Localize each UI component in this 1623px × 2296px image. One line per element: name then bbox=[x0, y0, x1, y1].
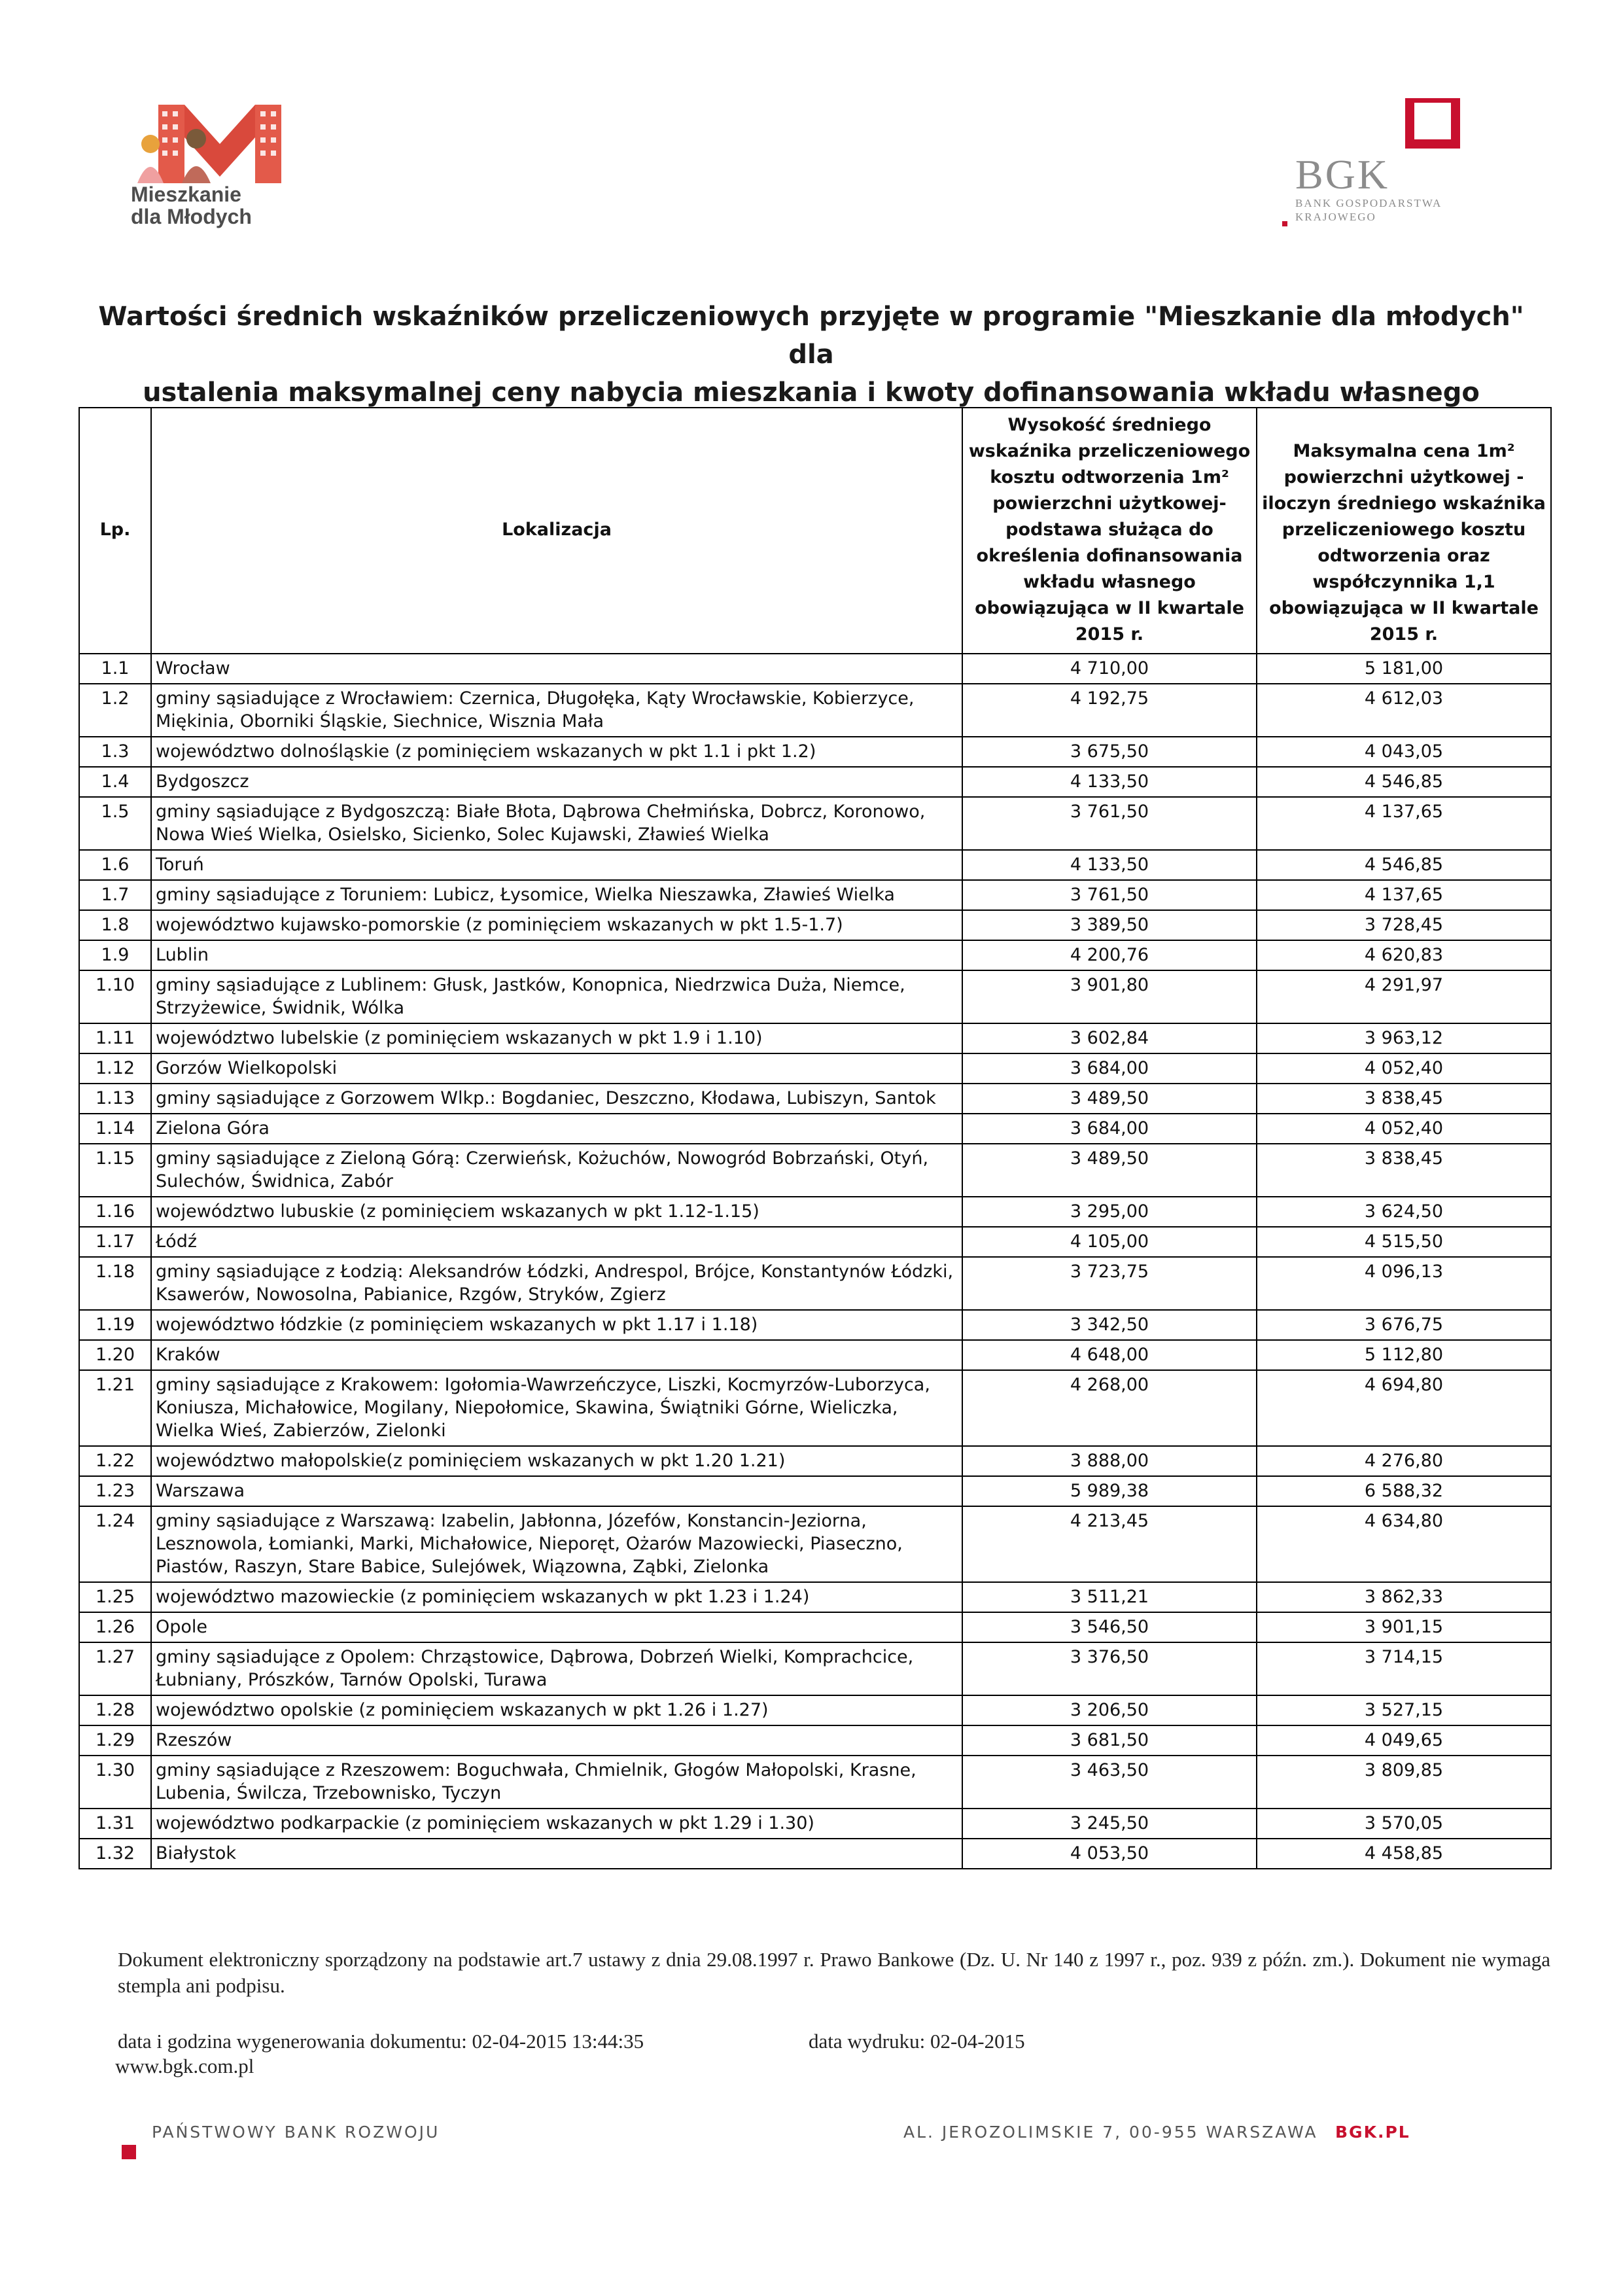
row-lokalizacja: województwo małopolskie(z pominięciem wskazanych w pkt 1.20 1.21) bbox=[151, 1446, 962, 1476]
row-lp: 1.17 bbox=[79, 1227, 151, 1257]
bank-name: PAŃSTWOWY BANK ROZWOJU bbox=[152, 2123, 440, 2142]
row-wysokosc-wskaznika: 4 200,76 bbox=[962, 940, 1257, 970]
mdm-logo-text bbox=[131, 183, 252, 228]
row-maksymalna-cena: 4 276,80 bbox=[1257, 1446, 1551, 1476]
row-wysokosc-wskaznika: 3 489,50 bbox=[962, 1144, 1257, 1197]
row-lokalizacja: Łódź bbox=[151, 1227, 962, 1257]
row-maksymalna-cena: 4 634,80 bbox=[1257, 1506, 1551, 1582]
row-lokalizacja: gminy sąsiadujące z Łodzią: Aleksandrów Łódzki, Andrespol, Brójce, Konstantynów Łódzki, Ksawerów, Nowosolna, Pabianice, Rzgów, Stryków, Zgierz bbox=[151, 1257, 962, 1310]
row-wysokosc-wskaznika: 3 376,50 bbox=[962, 1642, 1257, 1695]
row-maksymalna-cena: 4 458,85 bbox=[1257, 1839, 1551, 1869]
table-row bbox=[79, 850, 1551, 880]
row-lp: 1.5 bbox=[79, 797, 151, 850]
bank-address: AL. JEROZOLIMSKIE 7, 00-955 WARSZAWA bbox=[903, 2123, 1318, 2142]
row-lp: 1.16 bbox=[79, 1197, 151, 1227]
row-maksymalna-cena: 4 096,13 bbox=[1257, 1257, 1551, 1310]
page-footer-bar bbox=[122, 2123, 1430, 2149]
row-lokalizacja: gminy sąsiadujące z Toruniem: Lubicz, Łysomice, Wielka Nieszawka, Zławieś Wielka bbox=[151, 880, 962, 910]
row-lp: 1.1 bbox=[79, 654, 151, 684]
row-maksymalna-cena: 3 728,45 bbox=[1257, 910, 1551, 940]
row-lokalizacja: województwo łódzkie (z pominięciem wskazanych w pkt 1.17 i 1.18) bbox=[151, 1310, 962, 1340]
row-lp: 1.26 bbox=[79, 1612, 151, 1642]
row-lokalizacja: gminy sąsiadujące z Opolem: Chrząstowice, Dąbrowa, Dobrzeń Wielki, Komprachcice, Łubniany, Prószków, Tarnów Opolski, Turawa bbox=[151, 1642, 962, 1695]
table-row bbox=[79, 1582, 1551, 1612]
row-wysokosc-wskaznika: 3 463,50 bbox=[962, 1756, 1257, 1809]
row-wysokosc-wskaznika: 3 761,50 bbox=[962, 797, 1257, 850]
row-lokalizacja: gminy sąsiadujące z Krakowem: Igołomia-Wawrzeńczyce, Liszki, Kocmyrzów-Luborzyca, Koniusza, Michałowice, Mogilany, Niepołomice, Skawina, Świątniki Górne, Wieliczka, Wielka Wieś, Zabierzów, Zielonki bbox=[151, 1370, 962, 1446]
row-lp: 1.11 bbox=[79, 1023, 151, 1053]
row-wysokosc-wskaznika: 3 489,50 bbox=[962, 1084, 1257, 1114]
mdm-logo-text-line2: dla Młodych bbox=[131, 205, 252, 228]
row-lp: 1.29 bbox=[79, 1725, 151, 1756]
row-wysokosc-wskaznika: 5 989,38 bbox=[962, 1476, 1257, 1506]
table-row bbox=[79, 1642, 1551, 1695]
row-lokalizacja: gminy sąsiadujące z Wrocławiem: Czernica, Długołęka, Kąty Wrocławskie, Kobierzyce, Miękinia, Oborniki Śląskie, Siechnice, Wisznia Mała bbox=[151, 684, 962, 737]
row-maksymalna-cena: 4 515,50 bbox=[1257, 1227, 1551, 1257]
row-maksymalna-cena: 3 809,85 bbox=[1257, 1756, 1551, 1809]
row-lp: 1.30 bbox=[79, 1756, 151, 1809]
header-maksymalna-cena: Maksymalna cena 1m² powierzchni użytkowej - iloczyn średniego wskaźnika przeliczeniowego kosztu odtworzenia oraz współczynnika 1,1 obowiązująca w II kwartale 2015 r. bbox=[1257, 408, 1551, 654]
table-row bbox=[79, 654, 1551, 684]
table-row bbox=[79, 1340, 1551, 1370]
table-row bbox=[79, 1725, 1551, 1756]
row-lp: 1.8 bbox=[79, 910, 151, 940]
row-maksymalna-cena: 3 624,50 bbox=[1257, 1197, 1551, 1227]
table-row bbox=[79, 1227, 1551, 1257]
row-wysokosc-wskaznika: 3 342,50 bbox=[962, 1310, 1257, 1340]
row-wysokosc-wskaznika: 4 710,00 bbox=[962, 654, 1257, 684]
row-maksymalna-cena: 3 570,05 bbox=[1257, 1809, 1551, 1839]
row-lokalizacja: gminy sąsiadujące z Gorzowem Wlkp.: Bogdaniec, Deszczno, Kłodawa, Lubiszyn, Santok bbox=[151, 1084, 962, 1114]
mieszkanie-dla-mlodych-logo bbox=[124, 98, 321, 242]
table-row bbox=[79, 1023, 1551, 1053]
row-wysokosc-wskaznika: 4 053,50 bbox=[962, 1839, 1257, 1869]
table-body bbox=[79, 654, 1551, 1869]
row-lp: 1.13 bbox=[79, 1084, 151, 1114]
row-maksymalna-cena: 4 546,85 bbox=[1257, 850, 1551, 880]
row-lokalizacja: Toruń bbox=[151, 850, 962, 880]
bgk-logo bbox=[1282, 98, 1478, 242]
row-wysokosc-wskaznika: 4 192,75 bbox=[962, 684, 1257, 737]
row-maksymalna-cena: 4 043,05 bbox=[1257, 737, 1551, 767]
table-row bbox=[79, 767, 1551, 797]
row-lokalizacja: województwo podkarpackie (z pominięciem wskazanych w pkt 1.29 i 1.30) bbox=[151, 1809, 962, 1839]
table-row bbox=[79, 684, 1551, 737]
table-row bbox=[79, 737, 1551, 767]
row-lokalizacja: Lublin bbox=[151, 940, 962, 970]
row-wysokosc-wskaznika: 3 901,80 bbox=[962, 970, 1257, 1023]
table-row bbox=[79, 1476, 1551, 1506]
bank-website-link[interactable]: BGK.PL bbox=[1335, 2123, 1410, 2142]
row-lokalizacja: gminy sąsiadujące z Rzeszowem: Boguchwała, Chmielnik, Głogów Małopolski, Krasne, Lubenia, Świlcza, Trzebownisko, Tyczyn bbox=[151, 1756, 962, 1809]
table-row bbox=[79, 1612, 1551, 1642]
table-row bbox=[79, 1084, 1551, 1114]
row-lp: 1.14 bbox=[79, 1114, 151, 1144]
row-wysokosc-wskaznika: 3 295,00 bbox=[962, 1197, 1257, 1227]
row-wysokosc-wskaznika: 3 684,00 bbox=[962, 1053, 1257, 1084]
row-maksymalna-cena: 4 546,85 bbox=[1257, 767, 1551, 797]
table-row bbox=[79, 1257, 1551, 1310]
row-maksymalna-cena: 3 862,33 bbox=[1257, 1582, 1551, 1612]
header-wysokosc-wskaznika: Wysokość średniego wskaźnika przeliczeniowego kosztu odtworzenia 1m² powierzchni użytkowej- podstawa służąca do określenia dofinansowania wkładu własnego obowiązująca w II kwartale 2015 r. bbox=[962, 408, 1257, 654]
table-row bbox=[79, 1053, 1551, 1084]
header-lokalizacja: Lokalizacja bbox=[151, 408, 962, 654]
row-lokalizacja: Gorzów Wielkopolski bbox=[151, 1053, 962, 1084]
row-maksymalna-cena: 3 676,75 bbox=[1257, 1310, 1551, 1340]
row-lp: 1.23 bbox=[79, 1476, 151, 1506]
row-lokalizacja: Kraków bbox=[151, 1340, 962, 1370]
row-lokalizacja: gminy sąsiadujące z Lublinem: Głusk, Jastków, Konopnica, Niedrzwica Duża, Niemce, Strzyżewice, Świdnik, Wólka bbox=[151, 970, 962, 1023]
row-wysokosc-wskaznika: 3 602,84 bbox=[962, 1023, 1257, 1053]
row-lokalizacja: Zielona Góra bbox=[151, 1114, 962, 1144]
table-row bbox=[79, 797, 1551, 850]
table-row bbox=[79, 1310, 1551, 1340]
row-maksymalna-cena: 3 714,15 bbox=[1257, 1642, 1551, 1695]
row-lokalizacja: Bydgoszcz bbox=[151, 767, 962, 797]
row-lp: 1.20 bbox=[79, 1340, 151, 1370]
row-wysokosc-wskaznika: 4 133,50 bbox=[962, 767, 1257, 797]
row-lp: 1.7 bbox=[79, 880, 151, 910]
header-lp: Lp. bbox=[79, 408, 151, 654]
table-row bbox=[79, 1370, 1551, 1446]
row-lokalizacja: Wrocław bbox=[151, 654, 962, 684]
row-wysokosc-wskaznika: 4 105,00 bbox=[962, 1227, 1257, 1257]
row-maksymalna-cena: 3 963,12 bbox=[1257, 1023, 1551, 1053]
row-wysokosc-wskaznika: 3 546,50 bbox=[962, 1612, 1257, 1642]
row-maksymalna-cena: 4 291,97 bbox=[1257, 970, 1551, 1023]
row-lp: 1.10 bbox=[79, 970, 151, 1023]
print-date: data wydruku: 02-04-2015 bbox=[809, 2030, 1025, 2053]
row-lokalizacja: województwo mazowieckie (z pominięciem wskazanych w pkt 1.23 i 1.24) bbox=[151, 1582, 962, 1612]
row-maksymalna-cena: 4 612,03 bbox=[1257, 684, 1551, 737]
row-lp: 1.19 bbox=[79, 1310, 151, 1340]
mdm-logo-graphic bbox=[124, 98, 321, 190]
table-row bbox=[79, 1114, 1551, 1144]
table-row bbox=[79, 1839, 1551, 1869]
row-lokalizacja: Warszawa bbox=[151, 1476, 962, 1506]
row-lp: 1.25 bbox=[79, 1582, 151, 1612]
row-wysokosc-wskaznika: 4 648,00 bbox=[962, 1340, 1257, 1370]
row-lokalizacja: gminy sąsiadujące z Bydgoszczą: Białe Błota, Dąbrowa Chełmińska, Dobrcz, Koronowo, Nowa Wieś Wielka, Osielsko, Sicienko, Solec Kujawski, Zławieś Wielka bbox=[151, 797, 962, 850]
row-lp: 1.21 bbox=[79, 1370, 151, 1446]
row-wysokosc-wskaznika: 3 245,50 bbox=[962, 1809, 1257, 1839]
bgk-logo-subtitle-line2: KRAJOWEGO bbox=[1295, 211, 1376, 223]
row-wysokosc-wskaznika: 3 675,50 bbox=[962, 737, 1257, 767]
document-title bbox=[79, 298, 1544, 412]
row-lp: 1.18 bbox=[79, 1257, 151, 1310]
bgk-logo-wordmark: BGK bbox=[1295, 151, 1390, 198]
row-maksymalna-cena: 4 052,40 bbox=[1257, 1114, 1551, 1144]
row-wysokosc-wskaznika: 4 133,50 bbox=[962, 850, 1257, 880]
row-wysokosc-wskaznika: 3 681,50 bbox=[962, 1725, 1257, 1756]
table-row bbox=[79, 1446, 1551, 1476]
row-lp: 1.6 bbox=[79, 850, 151, 880]
document-title-line1: Wartości średnich wskaźników przeliczeniowych przyjęte w programie "Mieszkanie dla młodych" dla bbox=[98, 302, 1524, 370]
bgk-logo-subtitle bbox=[1295, 196, 1442, 224]
row-wysokosc-wskaznika: 4 213,45 bbox=[962, 1506, 1257, 1582]
row-wysokosc-wskaznika: 3 389,50 bbox=[962, 910, 1257, 940]
row-lokalizacja: Opole bbox=[151, 1612, 962, 1642]
row-lp: 1.9 bbox=[79, 940, 151, 970]
table-row bbox=[79, 1506, 1551, 1582]
row-lp: 1.32 bbox=[79, 1839, 151, 1869]
row-maksymalna-cena: 3 901,15 bbox=[1257, 1612, 1551, 1642]
table-row bbox=[79, 970, 1551, 1023]
row-lokalizacja: województwo lubelskie (z pominięciem wskazanych w pkt 1.9 i 1.10) bbox=[151, 1023, 962, 1053]
row-wysokosc-wskaznika: 3 684,00 bbox=[962, 1114, 1257, 1144]
row-maksymalna-cena: 4 049,65 bbox=[1257, 1725, 1551, 1756]
table-row bbox=[79, 1756, 1551, 1809]
table-row bbox=[79, 1144, 1551, 1197]
brand-square-icon bbox=[122, 2145, 136, 2159]
row-lokalizacja: Białystok bbox=[151, 1839, 962, 1869]
row-maksymalna-cena: 4 694,80 bbox=[1257, 1370, 1551, 1446]
row-maksymalna-cena: 5 112,80 bbox=[1257, 1340, 1551, 1370]
table-header-row bbox=[79, 408, 1551, 654]
table-row bbox=[79, 1197, 1551, 1227]
row-maksymalna-cena: 3 838,45 bbox=[1257, 1144, 1551, 1197]
row-lp: 1.27 bbox=[79, 1642, 151, 1695]
row-maksymalna-cena: 4 137,65 bbox=[1257, 797, 1551, 850]
generated-timestamp: data i godzina wygenerowania dokumentu: 02-04-2015 13:44:35 bbox=[118, 2030, 644, 2053]
row-maksymalna-cena: 4 620,83 bbox=[1257, 940, 1551, 970]
row-maksymalna-cena: 3 838,45 bbox=[1257, 1084, 1551, 1114]
row-lp: 1.28 bbox=[79, 1695, 151, 1725]
row-lp: 1.15 bbox=[79, 1144, 151, 1197]
row-wysokosc-wskaznika: 3 888,00 bbox=[962, 1446, 1257, 1476]
indicators-table bbox=[79, 407, 1552, 1869]
table-row bbox=[79, 940, 1551, 970]
row-lokalizacja: województwo dolnośląskie (z pominięciem wskazanych w pkt 1.1 i pkt 1.2) bbox=[151, 737, 962, 767]
row-lokalizacja: gminy sąsiadujące z Warszawą: Izabelin, Jabłonna, Józefów, Konstancin-Jeziorna, Lesznowola, Łomianki, Marki, Michałowice, Nieporęt, Ożarów Mazowiecki, Piaseczno, Piastów, Raszyn, Stare Babice, Sulejówek, Wiązowna, Ząbki, Zielonka bbox=[151, 1506, 962, 1582]
table-row bbox=[79, 880, 1551, 910]
row-maksymalna-cena: 6 588,32 bbox=[1257, 1476, 1551, 1506]
row-wysokosc-wskaznika: 4 268,00 bbox=[962, 1370, 1257, 1446]
row-maksymalna-cena: 4 137,65 bbox=[1257, 880, 1551, 910]
row-lokalizacja: gminy sąsiadujące z Zieloną Górą: Czerwieńsk, Kożuchów, Nowogród Bobrzański, Otyń, Sulechów, Świdnica, Zabór bbox=[151, 1144, 962, 1197]
mdm-logo-text-line1: Mieszkanie bbox=[131, 183, 241, 206]
row-lp: 1.2 bbox=[79, 684, 151, 737]
row-lp: 1.24 bbox=[79, 1506, 151, 1582]
row-wysokosc-wskaznika: 3 723,75 bbox=[962, 1257, 1257, 1310]
bgk-logo-subtitle-line1: BANK GOSPODARSTWA bbox=[1295, 197, 1442, 209]
row-wysokosc-wskaznika: 3 761,50 bbox=[962, 880, 1257, 910]
row-lp: 1.31 bbox=[79, 1809, 151, 1839]
row-maksymalna-cena: 5 181,00 bbox=[1257, 654, 1551, 684]
table-row bbox=[79, 910, 1551, 940]
row-lp: 1.4 bbox=[79, 767, 151, 797]
row-lokalizacja: województwo opolskie (z pominięciem wskazanych w pkt 1.26 i 1.27) bbox=[151, 1695, 962, 1725]
row-lp: 1.3 bbox=[79, 737, 151, 767]
row-lp: 1.22 bbox=[79, 1446, 151, 1476]
row-lokalizacja: województwo lubuskie (z pominięciem wskazanych w pkt 1.12-1.15) bbox=[151, 1197, 962, 1227]
legal-disclaimer: Dokument elektroniczny sporządzony na podstawie art.7 ustawy z dnia 29.08.1997 r. Prawo Bankowe (Dz. U. Nr 140 z 1997 r., poz. 939 z późn. zm.). Dokument nie wymaga stempla ani podpisu. bbox=[118, 1948, 1550, 1997]
table-row bbox=[79, 1809, 1551, 1839]
website-link[interactable]: www.bgk.com.pl bbox=[115, 2055, 254, 2077]
row-maksymalna-cena: 3 527,15 bbox=[1257, 1695, 1551, 1725]
table-row bbox=[79, 1695, 1551, 1725]
row-maksymalna-cena: 4 052,40 bbox=[1257, 1053, 1551, 1084]
row-lokalizacja: Rzeszów bbox=[151, 1725, 962, 1756]
row-lp: 1.12 bbox=[79, 1053, 151, 1084]
document-title-line2: ustalenia maksymalnej ceny nabycia mieszkania i kwoty dofinansowania wkładu własnego bbox=[143, 378, 1480, 408]
row-wysokosc-wskaznika: 3 206,50 bbox=[962, 1695, 1257, 1725]
row-wysokosc-wskaznika: 3 511,21 bbox=[962, 1582, 1257, 1612]
row-lokalizacja: województwo kujawsko-pomorskie (z pominięciem wskazanych w pkt 1.5-1.7) bbox=[151, 910, 962, 940]
